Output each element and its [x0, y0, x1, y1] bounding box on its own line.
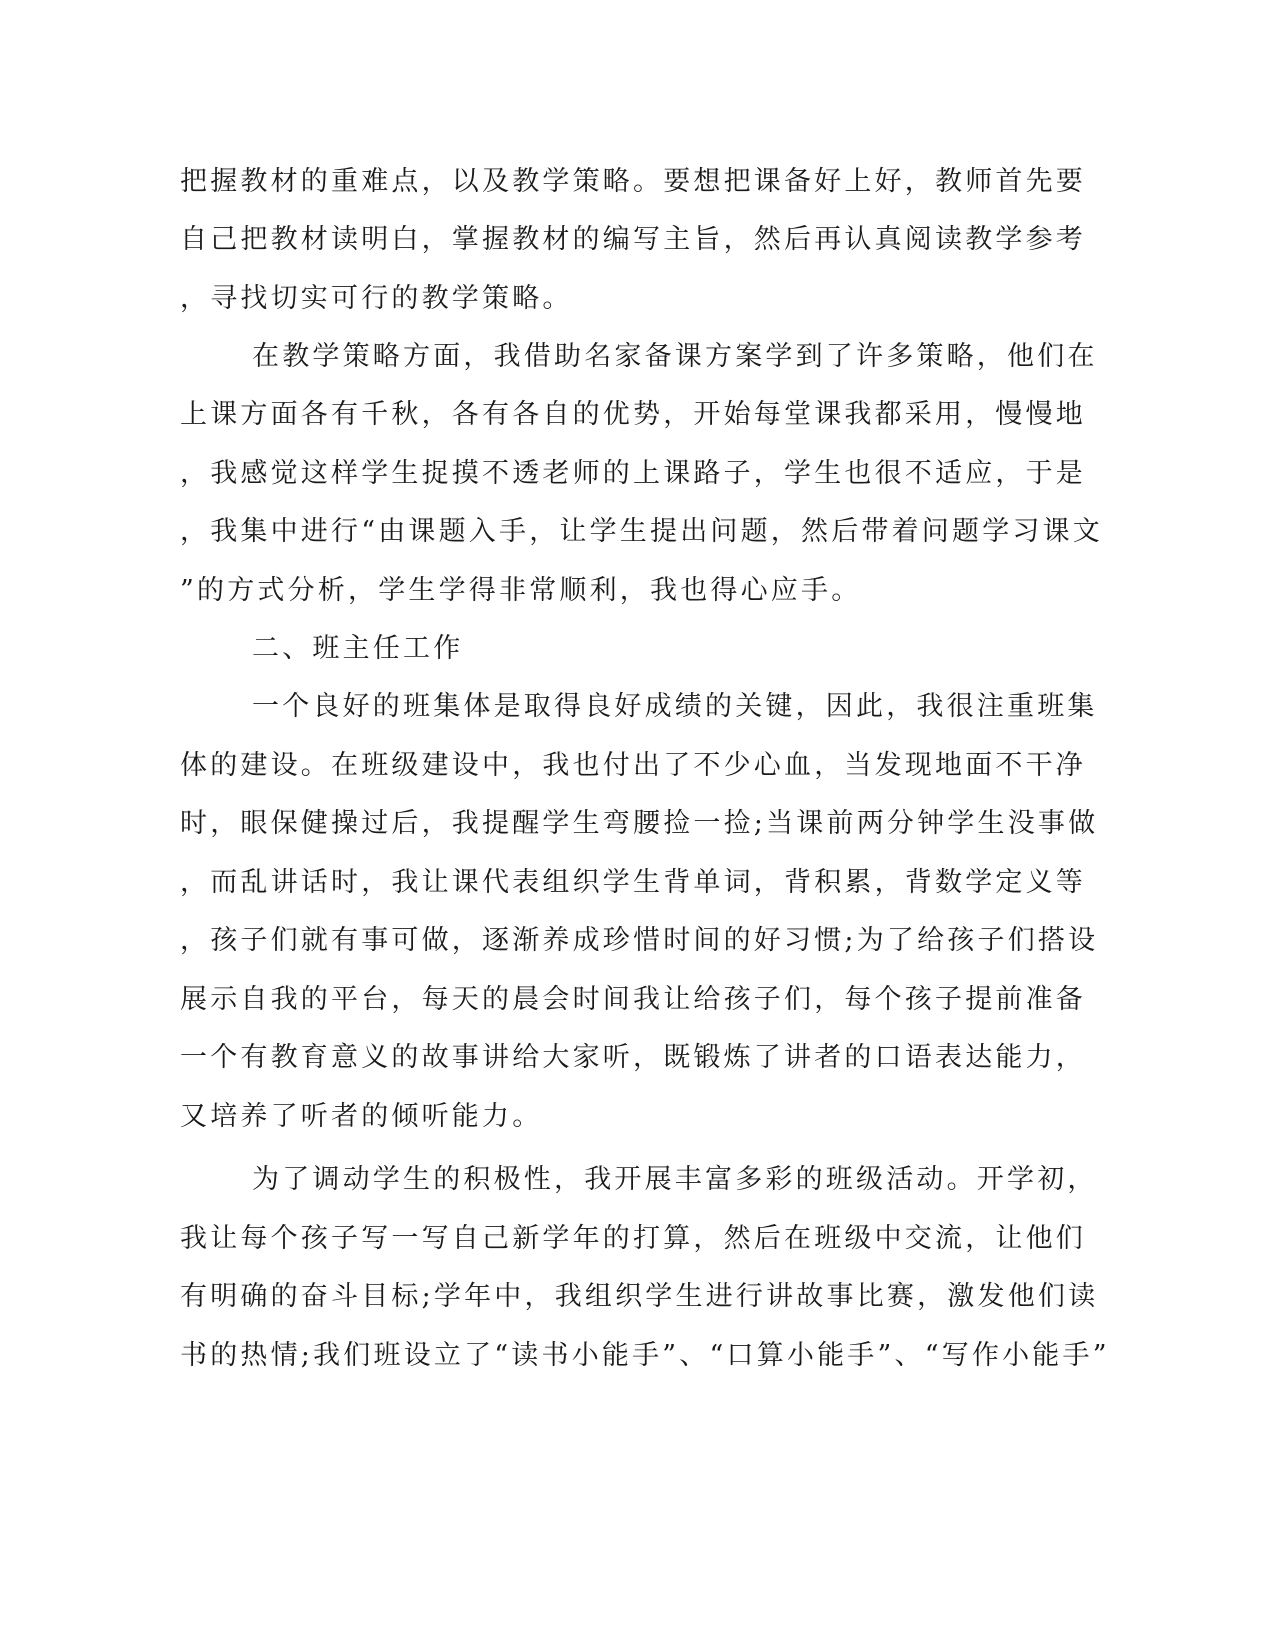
paragraph-first-line: 为了调动学生的积极性，我开展丰富多彩的班级活动。开学初，	[252, 1164, 1098, 1195]
text-line: 体的建设。在班级建设中，我也付出了不少心血，当发现地面不干净	[180, 750, 1086, 781]
text-line: 我让每个孩子写一写自己新学年的打算，然后在班级中交流，让他们	[180, 1223, 1086, 1254]
text-line: 自己把教材读明白，掌握教材的编写主旨，然后再认真阅读教学参考	[180, 224, 1086, 255]
text-line: ，孩子们就有事可做，逐渐养成珍惜时间的好习惯;为了给孩子们搭设	[180, 925, 1099, 956]
text-line: ，我感觉这样学生捉摸不透老师的上课路子，学生也很不适应，于是	[180, 458, 1086, 489]
text-line: 展示自我的平台，每天的晨会时间我让给孩子们，每个孩子提前准备	[180, 984, 1086, 1015]
text-line: 书的热情;我们班设立了“读书小能手”、“口算小能手”、“写作小能手”	[180, 1340, 1110, 1371]
text-line: 有明确的奋斗目标;学年中，我组织学生进行讲故事比赛，激发他们读	[180, 1281, 1099, 1312]
text-line: ”的方式分析，学生学得非常顺利，我也得心应手。	[180, 575, 862, 606]
text-line: 把握教材的重难点，以及教学策略。要想把课备好上好，教师首先要	[180, 166, 1086, 197]
text-line: 又培养了听者的倾听能力。	[180, 1101, 543, 1132]
text-line: ，我集中进行“由课题入手，让学生提出问题，然后带着问题学习课文	[180, 516, 1104, 547]
text-line: ，寻找切实可行的教学策略。	[180, 283, 573, 314]
text-line: 时，眼保健操过后，我提醒学生弯腰捡一捡;当课前两分钟学生没事做	[180, 808, 1099, 839]
text-line: ，而乱讲话时，我让课代表组织学生背单词，背积累，背数学定义等	[180, 867, 1086, 898]
paragraph-first-line: 在教学策略方面，我借助名家备课方案学到了许多策略，他们在	[252, 341, 1098, 372]
text-line: 一个有教育意义的故事讲给大家听，既锻炼了讲者的口语表达能力，	[180, 1042, 1086, 1073]
paragraph-first-line: 一个良好的班集体是取得良好成绩的关键，因此，我很注重班集	[252, 691, 1098, 722]
text-line: 上课方面各有千秋，各有各自的优势，开始每堂课我都采用，慢慢地	[180, 399, 1086, 430]
section-heading: 二、班主任工作	[252, 633, 464, 664]
